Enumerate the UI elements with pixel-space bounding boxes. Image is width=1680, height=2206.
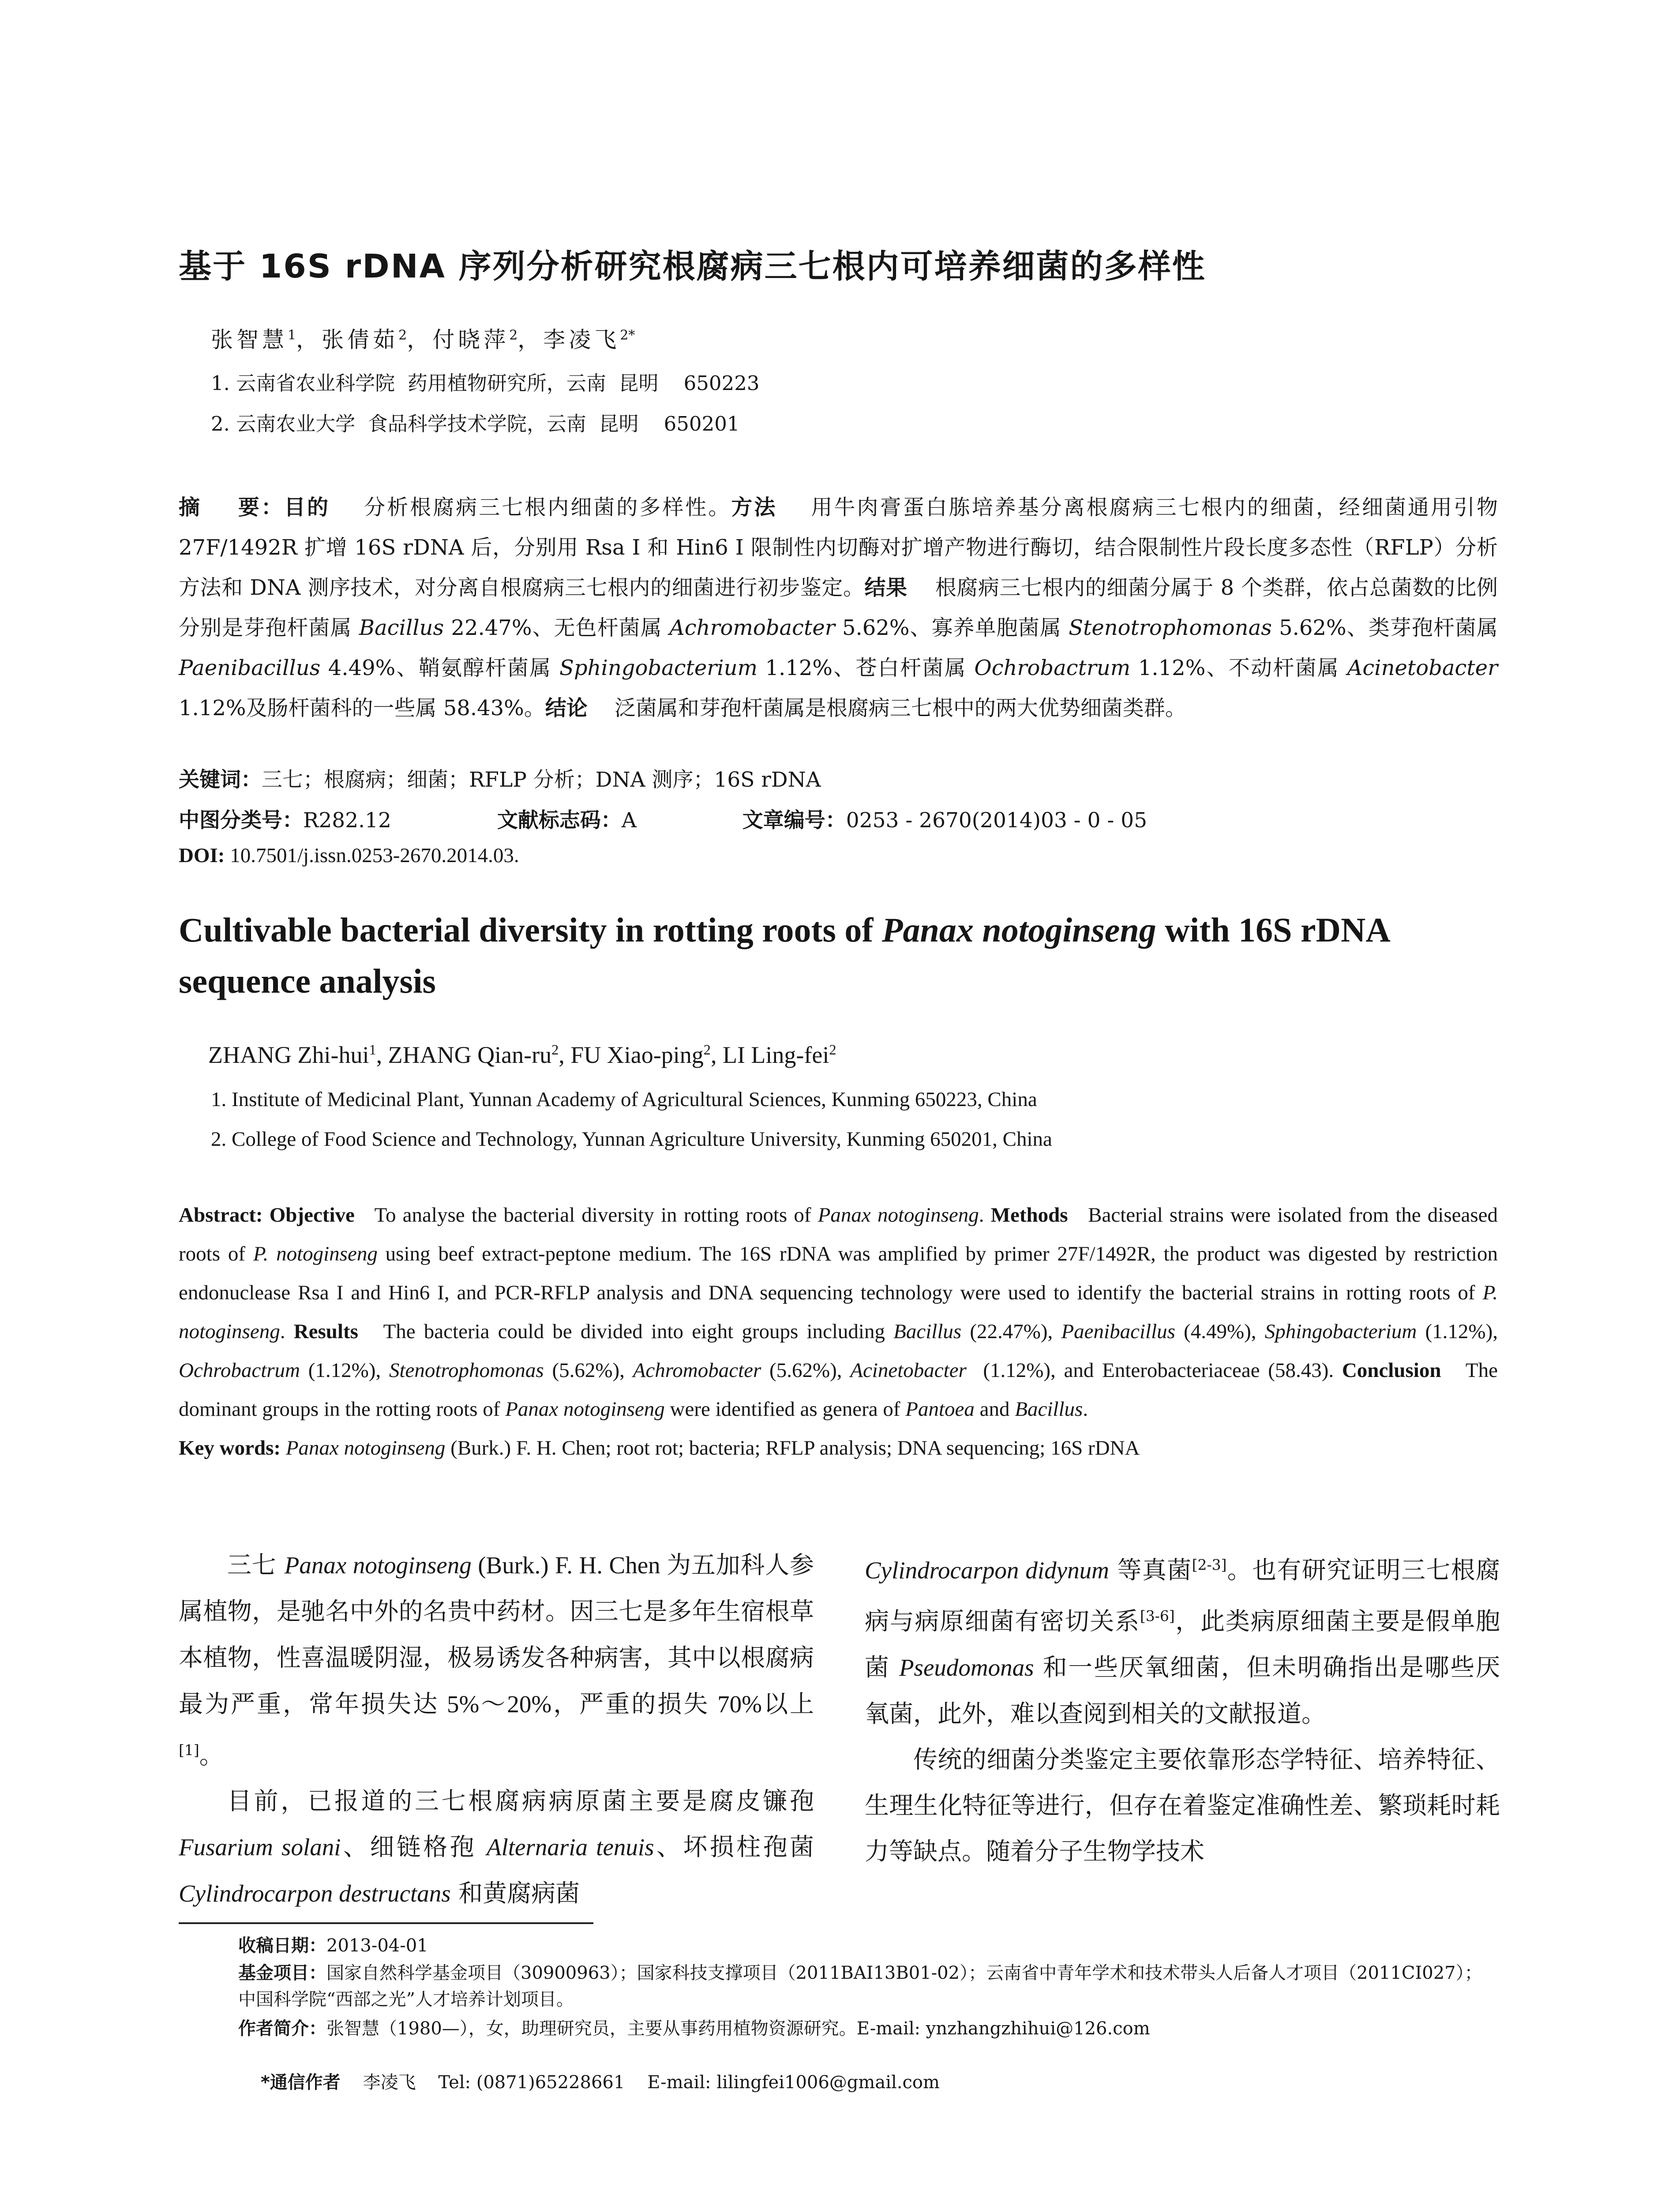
fund-text: 国家自然科学基金项目（30900963）；国家科技支撑项目（2011BAI13B01-02）；云南省中青年学术和技术带头人后备人才项目（2011CI027）；中国科学院“西部之光”人才培养计划项目。 [238,1963,1482,2010]
body-paragraph [179,1542,814,1778]
species-name: Alternaria tenuis [486,1834,654,1861]
methods-text: 用牛肉膏蛋白胨培养基分离根腐病三七根内的细菌，经细菌通用引物 27F/1492R 扩增 16S rDNA 后，分别用 Rsa I 和 Hin6 I 限制性内切酶对扩增产物进行酶切，结合限制性片段长度多态性（RFLP）分析方法和 DNA 测序技术，对分离自根腐病三七根内的细菌进行初步鉴定。 [179,495,1505,600]
author-separator: ， [407,327,433,353]
conclusion-text: . [1083,1398,1088,1421]
body-text: 等真菌 [1109,1556,1192,1584]
results-text: 1.12%、不动杆菌属 [1130,656,1347,680]
classification-line [179,804,1147,833]
conclusion-label: Conclusion [1342,1359,1441,1382]
author-name: 张倩茹 [322,327,399,353]
author-separator: , [376,1042,388,1068]
results-text: (5.62%), [544,1359,633,1382]
results-text: (22.47%), [961,1320,1061,1343]
abstract-label: 摘 要： [179,495,284,520]
chinese-title: 基于 16S rDNA 序列分析研究根腐病三七根内可培养细菌的多样性 [179,248,1206,285]
abstract-label: Abstract: [179,1204,263,1227]
body-paragraph: 传统的细菌分类鉴定主要依靠形态学特征、培养特征、生理生化特征等进行，但存在着鉴定准确性差、繁琐耗时耗力等缺点。随着分子生物学技术 [865,1745,1500,1865]
genus-name: Bacillus [1015,1398,1083,1421]
chinese-abstract [179,488,1505,728]
species-name: P. notoginseng [253,1242,378,1265]
author-name: 李凌飞 [543,327,620,353]
english-title-text: Cultivable bacterial diversity in rotting roots of [179,911,882,949]
author-affiliation-mark: 2* [620,327,635,343]
species-name: Cylindrocarpon destructans [179,1880,451,1907]
body-text: 三七 [227,1551,285,1579]
methods-text: Bacterial strains were isolated from the diseased roots of [179,1204,1503,1265]
genus-name: Acinetobacter [850,1359,967,1382]
results-text: 1.12%、苍白杆菌属 [758,656,975,680]
results-text: 5.62%、寡养单胞菌属 [835,615,1069,640]
fund-label: 基金项目： [238,1963,326,1983]
author-affiliation-mark: 2 [703,1042,711,1058]
footnote-received [238,1932,1496,1959]
genus-name: Bacillus [893,1320,962,1343]
author-separator: , [559,1042,571,1068]
english-title-text: with 16S rDNA sequence analysis [179,911,1389,1000]
author-name: LI Ling-fei [722,1042,829,1068]
methods-label: Methods [990,1204,1068,1227]
species-name: P. notoginseng [179,1281,1503,1343]
objective-text: 分析根腐病三七根内细菌的多样性。 [330,495,731,520]
footnote-fund [238,1960,1496,2013]
genus-name: Paenibacillus [179,656,321,680]
results-text: (4.49%), [1175,1320,1265,1343]
body-text: 和一些厌氧细菌，但未明确指出是哪些厌氧菌，此外，难以查阅到相关的文献报道。 [865,1653,1500,1728]
author-affiliation-mark: 1 [369,1042,376,1058]
species-name: Cylindrocarpon didynum [865,1557,1109,1584]
conclusion-label: 结论 [545,696,588,720]
keywords-label: 关键词： [179,768,262,792]
keywords-species: Panax notoginseng [281,1437,446,1459]
results-text: (1.12%), and Enterobacteriaceae (58.43). [966,1359,1342,1382]
author-separator: , [710,1042,723,1068]
body-right-column [865,1542,1500,1874]
keywords-text: (Burk.) F. H. Chen; root rot; bacteria; RFLP analysis; DNA sequencing; 16S rDNA [445,1437,1140,1459]
footnote-corresponding [238,2043,1496,2122]
author-affiliation-mark: 2 [509,327,518,343]
english-affiliation-2: 2. College of Food Science and Technology, Yunnan Agriculture University, Kunming 650201, China [211,1128,1052,1151]
objective-text: To analyse the bacterial diversity in rotting roots of [354,1204,818,1227]
author-bio-text: 张智慧（1980—），女，助理研究员，主要从事药用植物资源研究。E-mail: ynzhangzhihui@126.com [326,2018,1150,2039]
body-paragraph [179,1778,814,1917]
doi-link[interactable]: 10.7501/j.issn.0253-2670.2014.03. [225,844,519,867]
clc-label: 中图分类号： [179,808,303,833]
results-text: 5.62%、类芽孢杆菌属 [1271,615,1505,640]
genus-name: Pseudomonas [899,1654,1034,1681]
objective-text: . [979,1204,991,1227]
results-text: (1.12%), [300,1359,389,1382]
body-text: 。 [199,1741,224,1770]
chinese-keywords [179,763,821,793]
results-label: Results [293,1320,358,1343]
author-name: 张智慧 [211,327,288,353]
chinese-affiliation-2: 2. 云南农业大学 食品科学技术学院，云南 昆明 650201 [211,412,740,435]
genus-name: Stenotrophomonas [1069,615,1272,640]
received-date: 2013-04-01 [326,1936,428,1956]
methods-text: using beef extract-peptone medium. The 16S rDNA was amplified by primer 27F/1492R, the product was digested by restriction endonuclease Rsa I and Hin6 I, and PCR-RFLP analysis and DNA sequencing technology were used to identify the bacterial strains in rotting roots of [179,1242,1503,1304]
body-text: 。也有研究证明三七根腐病与病原细菌有密切关系 [865,1556,1500,1636]
species-name: Fusarium solani [179,1834,341,1861]
genus-name: Sphingobacterium [559,656,758,680]
citation-ref[interactable]: [1] [179,1741,199,1759]
genus-name: Pantoea [905,1398,975,1421]
body-left-column [179,1542,814,1917]
body-text: 、细链格孢 [341,1833,487,1861]
author-separator: ， [296,327,322,353]
doi-label: DOI: [179,844,225,867]
body-text: 和黄腐病菌 [450,1879,580,1908]
conclusion-text: 泛菌属和芽孢杆菌属是根腐病三七根中的两大优势细菌类群。 [587,696,1186,720]
author-separator: ， [518,327,544,353]
genus-name: Ochrobactrum [179,1359,300,1382]
conclusion-text: and [974,1398,1015,1421]
methods-text: . [280,1320,294,1343]
english-title-species: Panax notoginseng [881,911,1156,949]
article-number-value: 0253 - 2670(2014)03 - 0 - 05 [846,808,1148,833]
objective-label: 目的 [284,495,330,520]
corresponding-text: 李凌飞 Tel: (0871)65228661 E-mail: lilingfei1006@gmail.com [340,2072,940,2093]
received-label: 收稿日期： [238,1936,326,1956]
genus-name: Ochrobactrum [974,656,1131,680]
author-name: ZHANG Qian-ru [388,1042,552,1068]
results-text: (1.12%), [1417,1320,1503,1343]
genus-name: Achromobacter [633,1359,761,1382]
body-text: 、坏损柱孢菌 [654,1833,814,1861]
genus-name: Sphingobacterium [1264,1320,1417,1343]
results-text: 1.12%及肠杆菌科的一些属 58.43%。 [179,656,1505,720]
citation-ref[interactable]: [2-3] [1192,1556,1227,1573]
keywords-label: Key words: [179,1437,281,1459]
author-bio-label: 作者简介： [238,2018,326,2039]
citation-ref[interactable]: [3-6] [1140,1607,1175,1625]
footnote-author [238,2015,1496,2042]
conclusion-text: were identified as genera of [664,1398,906,1421]
genus-name: Achromobacter [669,615,835,640]
chinese-affiliation-1: 1. 云南省农业科学院 药用植物研究所，云南 昆明 650223 [211,371,760,395]
author-affiliation-mark: 2 [398,327,407,343]
chinese-author-list [211,322,635,354]
objective-label: Objective [262,1204,355,1227]
author-name: ZHANG Zhi-hui [208,1042,369,1068]
results-label: 结果 [864,575,908,600]
results-text: 根腐病三七根内的细菌分属于 8 个类群，依占总菌数的比例分别是芽孢杆菌属 [179,575,1498,640]
genus-name: Stenotrophomonas [389,1359,544,1382]
english-affiliation-1: 1. Institute of Medicinal Plant, Yunnan Academy of Agricultural Sciences, Kunming 650223, China [211,1088,1037,1111]
body-paragraph [865,1542,1500,1737]
doi-line [179,844,519,867]
document-code-label: 文献标志码： [497,808,622,833]
body-text: 目前，已报道的三七根腐病病原菌主要是腐皮镰孢 [227,1787,814,1816]
species-name: Panax notoginseng [505,1398,665,1421]
document-code-value: A [621,808,637,833]
author-name: FU Xiao-ping [570,1042,704,1068]
author-affiliation-mark: 1 [288,327,296,343]
results-text: The bacteria could be divided into eight groups including [358,1320,894,1343]
english-abstract [179,1196,1503,1467]
article-number-label: 文章编号： [742,808,846,833]
author-affiliation-mark: 2 [829,1042,836,1058]
english-title [179,904,1502,1007]
genus-name: Acinetobacter [1347,656,1498,680]
body-text: ，此类病原细菌主要是假单胞菌 [865,1607,1500,1681]
species-name: Panax notoginseng [284,1552,472,1579]
species-name: Panax notoginseng [818,1204,979,1227]
footnote-divider [179,1922,593,1924]
author-affiliation-mark: 2 [551,1042,559,1058]
corresponding-label: *通信作者 [260,2072,341,2093]
conclusion-text: The dominant groups in the rotting roots of [179,1359,1503,1421]
english-author-list [208,1041,836,1069]
genus-name: Paenibacillus [1061,1320,1175,1343]
genus-name: Bacillus [359,615,444,640]
results-text: 4.49%、鞘氨醇杆菌属 [320,656,559,680]
keywords-text: 三七；根腐病；细菌；RFLP 分析；DNA 测序；16S rDNA [262,768,821,792]
methods-label: 方法 [731,495,777,520]
results-text: (5.62%), [761,1359,851,1382]
clc-value: R282.12 [303,808,391,833]
body-text: (Burk.) F. H. Chen 为五加科人参属植物，是驰名中外的名贵中药材。因三七是多年生宿根草本植物，性喜温暖阴湿，极易诱发各种病害，其中以根腐病最为严重，常年损失达 5%～20%，严重的损失 70%以上 [179,1552,814,1718]
results-text: 22.47%、无色杆菌属 [444,615,670,640]
author-name: 付晓萍 [432,327,510,353]
